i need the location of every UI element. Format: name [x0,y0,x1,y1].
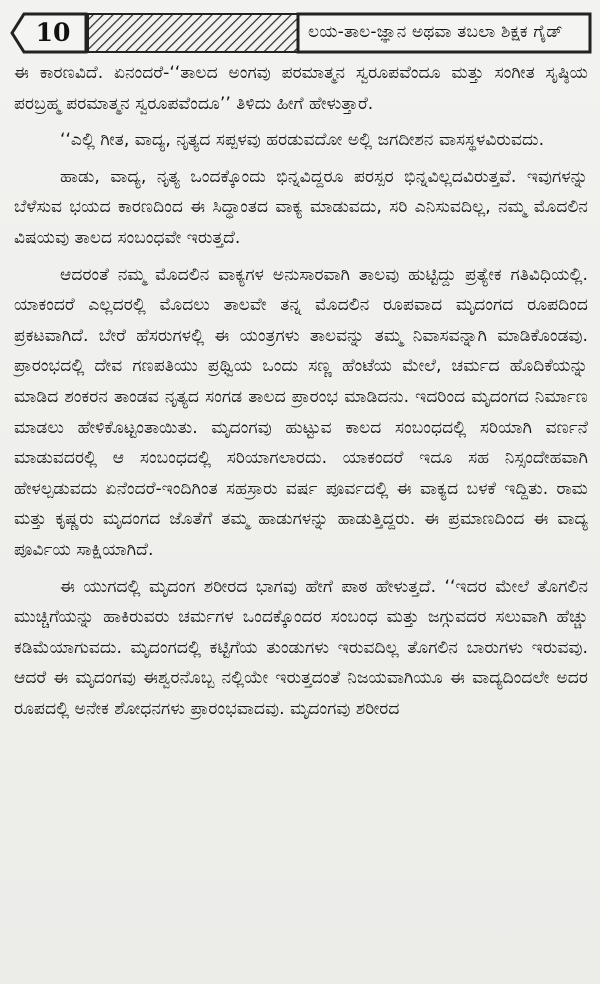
paragraph: ‘‘ಎಲ್ಲಿ ಗೀತ, ವಾದ್ಯ, ನೃತ್ಯದ ಸಪ್ಪಳವು ಹರಡುವದೋ ಅಲ್ಲಿ ಜಗದೀಶನ ವಾಸಸ್ಥಳವಿರುವದು. [60,130,545,151]
page-header [8,10,592,56]
page-number: 10 [35,18,71,47]
paragraph: ಈ ಯುಗದಲ್ಲಿ ಮೃದಂಗ ಶರೀರದ ಭಾಗವು ಹೇಗೆ ಪಾಠ ಹೇಳುತ್ತದೆ. ‘‘ಇದರ ಮೇಲೆ ತೊಗಲಿನ ಮುಚ್ಚಿಗೆಯನ್ನು ಹಾಕಿರುವರು ಚರ್ಮಗಳ ಒಂದಕ್ಕೊಂದರ ಸಂಬಂಧ ಮತ್ತು ಜಗ್ಗುವದರ ಸಲುವಾಗಿ ಹೆಚ್ಚು ಕಡಿಮೆಯಾಗುವದು. ಮೃದಂಗದಲ್ಲಿ ಕಟ್ಟಿಗೆಯ ತುಂಡುಗಳು ಇರುವದಿಲ್ಲ ತೊಗಲಿನ ಬಾರುಗಳು ಇರುವವು. ಆದರೆ ಈ ಮೃದಂಗವು ಈಶ್ವರನೊಬ್ಬ ನಲ್ಲಿಯೇ ಇರುತ್ತದಂತೆ ನಿಜಯವಾಗಿಯೂ ಈ ವಾದ್ಯದಿಂದಲೇ ಅದರ ರೂಪದಲ್ಲಿ ಅನೇಕ ಶೋಧನಗಳು ಪ್ರಾರಂಭವಾದವು. ಮೃದಂಗವು ಶರೀರದ [14,576,588,719]
body-text [14,58,588,730]
paragraph: ಈ ಕಾರಣವಿದೆ. ಏನಂದರೆ-‘‘ತಾಲದ ಅಂಗವು ಪರಮಾತ್ಮನ ಸ್ವರೂಪವೆಂದೂ ಮತ್ತು ಸಂಗೀತ ಸೃಷ್ಠಿಯ ಪರಬ್ರಹ್ಮ ಪರಮಾತ್ಮನ ಸ್ವರೂಪವೆಂದೂ’’ ತಿಳಿದು ಹೀಗೆ ಹೇಳುತ್ತಾರೆ. [14,63,588,114]
running-title: ಲಯ-ತಾಲ-ಜ್ಞಾನ ಅಥವಾ ತಬಲಾ ಶಿಕ್ಷಕ ಗೈಡ್ [308,22,563,42]
paragraph: ಹಾಡು, ವಾದ್ಯ, ನೃತ್ಯ ಒಂದಕ್ಕೊಂದು ಭಿನ್ನವಿದ್ದರೂ ಪರಸ್ಪರ ಭಿನ್ನವಿಲ್ಲದವಿರುತ್ತವೆ. ಇವುಗಳನ್ನು ಬೆಳೆಸುವ ಭಯದ ಕಾರಣದಿಂದ ಈ ಸಿದ್ಧಾಂತದ ವಾಕ್ಯ ಮಾಡುವದು, ಸರಿ ಎನಿಸುವದಿಲ್ಲ, ನಮ್ಮ ಮೊದಲಿನ ವಿಷಯವು ತಾಲದ ಸಂಬಂಧವೇ ಇರುತ್ತದೆ. [14,166,588,248]
paragraph: ಆದರಂತೆ ನಮ್ಮ ಮೊದಲಿನ ವಾಕ್ಯಗಳ ಅನುಸಾರವಾಗಿ ತಾಲವು ಹುಟ್ಟಿದ್ದು ಪ್ರತ್ಯೇಕ ಗತಿವಿಧಿಯಲ್ಲಿ. ಯಾಕಂದರೆ ಎಲ್ಲದರಲ್ಲಿ ಮೊದಲು ತಾಲವೇ ತನ್ನ ಮೊದಲಿನ ರೂಪವಾದ ಮೃದಂಗದ ರೂಪದಿಂದ ಪ್ರಕಟವಾಗಿದೆ. ಬೇರೆ ಹೆಸರುಗಳಲ್ಲಿ ಈ ಯಂತ್ರಗಳು ತಾಲವನ್ನು ತಮ್ಮ ನಿವಾಸವನ್ನಾಗಿ ಮಾಡಿಕೊಂಡವು. ಪ್ರಾರಂಭದಲ್ಲಿ ದೇವ ಗಣಪತಿಯು ಪ್ರಥ್ವಿಯ ಒಂದು ಸಣ್ಣ ಹೆಂಟೆಯ ಮೇಲೆ, ಚರ್ಮದ ಹೊದಿಕೆಯನ್ನು ಮಾಡಿದ ಶಂಕರನ ತಾಂಡವ ನೃತ್ಯದ ಸಂಗಡ ತಾಲದ ಪ್ರಾರಂಭ ಮಾಡಿದನು. ಇದರಿಂದ ಮೃದಂಗದ ನಿರ್ಮಾಣ ಮಾಡಲು ಹೇಳಿಕೊಟ್ಟಂತಾಯಿತು. ಮೃದಂಗವು ಹುಟ್ಟುವ ಕಾಲದ ಸಂಬಂಧದಲ್ಲಿ ಸರಿಯಾಗಿ ವರ್ಣನೆ ಮಾಡುವದರಲ್ಲಿ ಆ ಸಂಬಂಧದಲ್ಲಿ ಸರಿಯಾಗಲಾರದು. ಯಾಕಂದರೆ ಇದೂ ಸಹ ನಿಸ್ಸಂದೇಹವಾಗಿ ಹೇಳಲ್ಪಡುವದು ಏನೆಂದರೆ-ಇಂದಿಗಿಂತ ಸಹಸ್ರಾರು ವರ್ಷ ಪೂರ್ವದಲ್ಲಿ ಈ ವಾಕ್ಯದ ಬಳಕೆ ಇದ್ದಿತು. ರಾಮ ಮತ್ತು ಕೃಷ್ಣರು ಮೃದಂಗದ ಜೊತೆಗೆ ತಮ್ಮ ಹಾಡುಗಳನ್ನು ಹಾಡುತ್ತಿದ್ದರು. ಈ ಪ್ರಮಾಣದಿಂದ ಈ ವಾದ್ಯ ಪೂರ್ವಿಯ ಸಾಕ್ಷಿಯಾಗಿದೆ. [14,264,588,560]
